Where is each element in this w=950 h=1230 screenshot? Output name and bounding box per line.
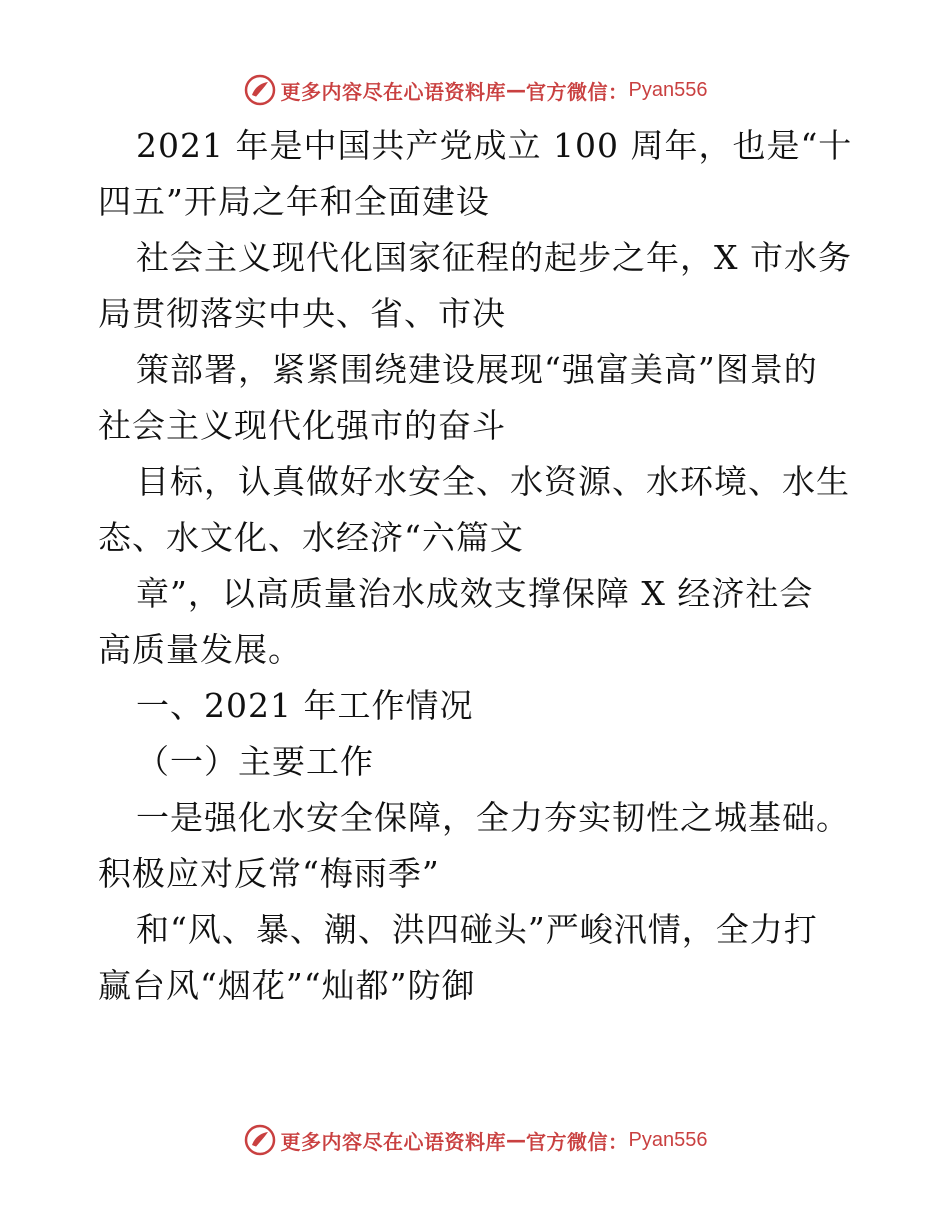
body-line: 社会主义现代化国家征程的起步之年，X 市水务 [136,238,852,277]
body-line: 社会主义现代化强市的奋斗 [98,406,506,445]
watermark-separator: — [506,78,527,102]
header-watermark [0,70,950,110]
document-body [98,118,858,1014]
watermark-separator: — [506,1128,527,1152]
brand-logo-icon [243,1123,277,1157]
body-line: 2021 年是中国共产党成立 100 周年，也是“十 [136,126,853,165]
body-line: 赢台风“烟花”“灿都”防御 [98,966,476,1005]
body-line: 四五”开局之年和全面建设 [98,182,490,221]
body-line: 局贯彻落实中央、省、市决 [98,294,506,333]
watermark-label: 官方微信： [526,79,629,104]
body-line: 一是强化水安全保障，全力夯实韧性之城基础。 [136,798,850,837]
watermark-id: Pyan556 [628,1128,708,1151]
brand-logo-icon [243,73,277,107]
watermark-text: 更多内容尽在心语资料库 [280,1129,507,1154]
body-line: 高质量发展。 [98,630,302,669]
section-heading: 一、2021 年工作情况 [136,686,474,725]
watermark-id: Pyan556 [628,78,708,101]
footer-watermark [0,1120,950,1160]
watermark-text: 更多内容尽在心语资料库 [280,79,507,104]
body-line: 目标，认真做好水安全、水资源、水环境、水生 [136,462,850,501]
subsection-heading: （一）主要工作 [136,742,374,781]
body-line: 态、水文化、水经济“六篇文 [98,518,524,557]
body-line: 积极应对反常“梅雨季” [98,854,440,893]
body-line: 和“风、暴、潮、洪四碰头”严峻汛情，全力打 [136,910,818,949]
watermark-label: 官方微信： [526,1129,629,1154]
body-line: 策部署，紧紧围绕建设展现“强富美高”图景的 [136,350,818,389]
body-line: 章”，以高质量治水成效支撑保障 X 经济社会 [136,574,814,613]
